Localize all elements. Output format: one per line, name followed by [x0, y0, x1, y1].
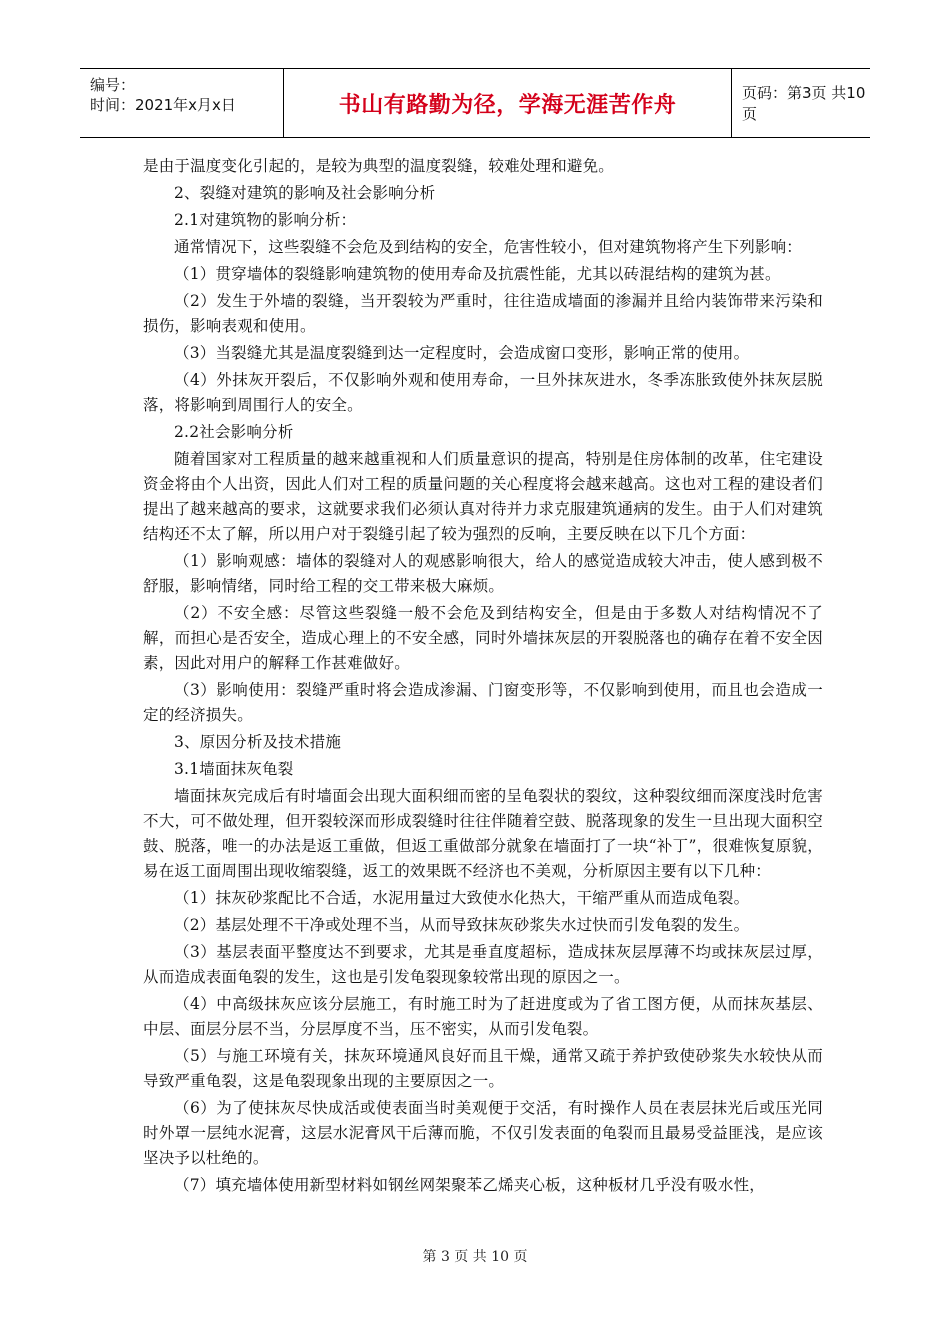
- subsection-heading: 3.1墙面抹灰龟裂: [174, 760, 294, 778]
- list-item: （1）贯穿墙体的裂缝影响建筑物的使用寿命及抗震性能，尤其以砖混结构的建筑为甚。: [174, 265, 781, 283]
- section-heading: 3、原因分析及技术措施: [174, 733, 342, 751]
- list-item: （3）影响使用：裂缝严重时将会造成渗漏、门窗变形等，不仅影响到使用，而且也会造成一定的经济损失。: [143, 681, 823, 724]
- list-item: （2）基层处理不干净或处理不当，从而导致抹灰砂浆失水过快而引发龟裂的发生。: [174, 916, 750, 934]
- subsection-heading: 2.1对建筑物的影响分析：: [174, 211, 357, 229]
- doc-number-label: 编号：: [90, 76, 136, 94]
- section-heading: 2、裂缝对建筑的影响及社会影响分析: [174, 184, 436, 202]
- list-item: （1）抹灰砂浆配比不合适，水泥用量过大致使水化热大，干缩严重从而造成龟裂。: [174, 889, 750, 907]
- list-item: （6）为了使抹灰尽快成活或使表面当时美观便于交活，有时操作人员在表层抹光后或压光同时外罩一层纯水泥膏，这层水泥膏风干后薄而脆，不仅引发表面的龟裂而且最易受益匪浅，是应该坚决予以杜绝的。: [143, 1099, 823, 1167]
- header-motto-cell: [284, 69, 732, 137]
- paragraph: 随着国家对工程质量的越来越重视和人们质量意识的提高，特别是住房体制的改革，住宅建设资金将由个人出资，因此人们对工程的质量问题的关心程度将会越来越高。这也对工程的建设者们提出了越来越高的要求，这就要求我们必须认真对待并力求克服建筑通病的发生。由于人们对建筑结构还不太了解，所以用户对于裂缝引起了较为强烈的反响，主要反映在以下几个方面：: [143, 450, 823, 543]
- list-item: （2）不安全感：尽管这些裂缝一般不会危及到结构安全，但是由于多数人对结构情况不了解，而担心是否安全，造成心理上的不安全感，同时外墙抹灰层的开裂脱落也的确存在着不安全因素，因此对用户的解释工作甚难做好。: [143, 604, 823, 672]
- list-item: （1）影响观感：墙体的裂缝对人的观感影响很大，给人的感觉造成较大冲击，使人感到极不舒服，影响情绪，同时给工程的交工带来极大麻烦。: [143, 552, 823, 595]
- header-page-info-cell: [732, 69, 870, 137]
- paragraph: 是由于温度变化引起的，是较为典型的温度裂缝，较难处理和避免。: [143, 157, 615, 175]
- header-meta: [80, 69, 284, 137]
- list-item: （7）填充墙体使用新型材料如钢丝网架聚苯乙烯夹心板，这种板材几乎没有吸水性，: [174, 1176, 765, 1194]
- subsection-heading: 2.2社会影响分析: [174, 423, 294, 441]
- page-header: [80, 68, 870, 138]
- list-item: （3）基层表面平整度达不到要求，尤其是垂直度超标，造成抹灰层厚薄不均或抹灰层过厚，从而造成表面龟裂的发生，这也是引发龟裂现象较常出现的原因之一。: [143, 943, 823, 986]
- header-page-info: 页码：第3页 共10页: [742, 84, 866, 123]
- list-item: （4）中高级抹灰应该分层施工，有时施工时为了赶进度或为了省工图方便，从而抹灰基层、中层、面层分层不当，分层厚度不当，压不密实，从而引发龟裂。: [143, 995, 823, 1038]
- page-footer: 第 3 页 共 10 页: [422, 1249, 528, 1265]
- list-item: （4）外抹灰开裂后，不仅影响外观和使用寿命，一旦外抹灰进水，冬季冻胀致使外抹灰层脱落，将影响到周围行人的安全。: [143, 371, 823, 414]
- document-body: [143, 154, 823, 1198]
- paragraph: 通常情况下，这些裂缝不会危及到结构的安全，危害性较小，但对建筑物将产生下列影响：: [174, 238, 803, 256]
- list-item: （5）与施工环境有关，抹灰环境通风良好而且干燥，通常又疏于养护致使砂浆失水较快从而导致严重龟裂，这是龟裂现象出现的主要原因之一。: [143, 1047, 823, 1090]
- doc-date-label: 时间：2021年x月x日: [90, 96, 236, 114]
- paragraph: 墙面抹灰完成后有时墙面会出现大面积细而密的呈龟裂状的裂纹，这种裂纹细而深度浅时危害不大，可不做处理，但开裂较深而形成裂缝时往往伴随着空鼓、脱落现象的发生一旦出现大面积空鼓、脱落，唯一的办法是返工重做，但返工重做部分就象在墙面打了一块“补丁”，很难恢复原貌，易在返工面周围出现收缩裂缝，返工的效果既不经济也不美观，分析原因主要有以下几种：: [143, 787, 823, 880]
- list-item: （2）发生于外墙的裂缝，当开裂较为严重时，往往造成墙面的渗漏并且给内装饰带来污染和损伤，影响表观和使用。: [143, 292, 823, 335]
- list-item: （3）当裂缝尤其是温度裂缝到达一定程度时，会造成窗口变形，影响正常的使用。: [174, 344, 750, 362]
- header-motto: 书山有路勤为径，学海无涯苦作舟: [338, 92, 677, 118]
